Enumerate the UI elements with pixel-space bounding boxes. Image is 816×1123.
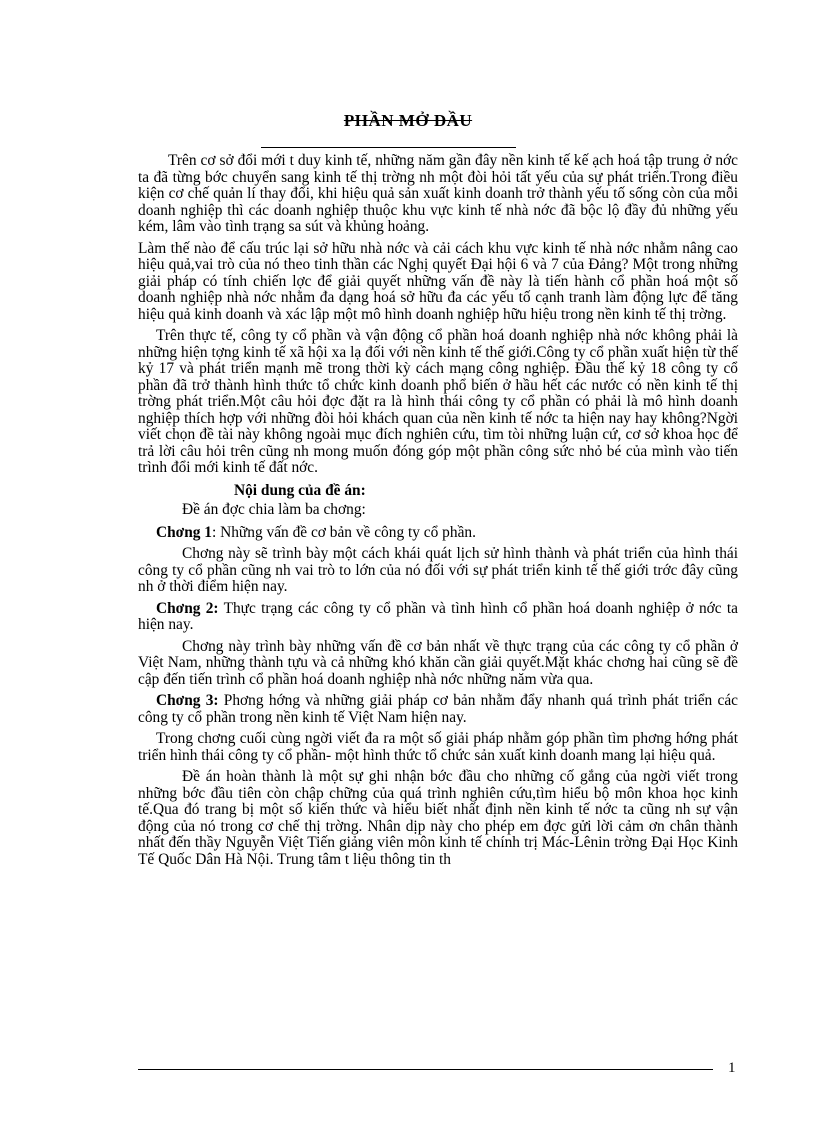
chapter-1-title <box>138 525 738 542</box>
chapter-3-text: Phơng hớng và những giải pháp cơ bản nhằm đẩy nhanh quá trình phát triển các công ty cổ phần trong nền kinh tế Việt Nam hiện nay. <box>138 692 738 726</box>
paragraph-acknowledgement: Đề án hoàn thành là một sự ghi nhận bớc đầu cho những cố gắng của ngời viết trong những bớc đầu tiên còn chập chững của quá trình nghiên cứu,tìm hiểu bộ môn khoa học kinh tế.Qua đó trang bị một số kiến thức và hiểu biết nhất định nền kinh tế nớc ta cũng nh sự vận động của nó trong cơ chế thị trờng. Nhân dịp này cho phép em đợc gửi lời cảm ơn chân thành nhất đến thầy Nguyễn Việt Tiến giảng viên môn kinh tế chính trị Mác-Lênin trờng Đại Học Kinh Tế Quốc Dân Hà Nội. Trung tâm t liệu thông tin th <box>138 768 738 868</box>
chapter-3-description: Trong chơng cuối cùng ngời viết đa ra một số giải pháp nhằm góp phần tìm phơng hớng phát triển hình thái công ty cổ phần- một hình thức tổ chức sản xuất kinh doanh mang lại hiệu quả. <box>138 730 738 764</box>
footer-rule <box>138 1069 713 1070</box>
chapter-2-title <box>138 601 738 634</box>
body-text <box>138 153 738 868</box>
page-number: 1 <box>728 1060 736 1076</box>
chapter-2-label: Chơng 2: <box>156 599 219 617</box>
section-heading: Nội dung của đề án: <box>234 481 366 499</box>
title-underline <box>261 147 516 148</box>
paragraph-structure: Đề án đợc chia làm ba chơng: <box>182 500 366 518</box>
paragraph-context: Trên thực tế, công ty cổ phần và vận động cổ phần hoá doanh nghiệp nhà nớc không phải là những hiện tợng kinh tế xã hội xa lạ đối với nền kinh tế thế giới.Công ty cổ phần xuất hiện từ thế kỷ 17 và phát triển mạnh mẽ trong thời kỳ cách mạng công nghiệp. Đầu thế kỷ 18 công ty cổ phần đã trở thành hình thức tổ chức kinh doanh phổ biến ở hầu hết các nước có nền kinh tế thị trờng phát triển.Một câu hỏi đợc đặt ra là hình thái công ty cổ phần có phải là mô hình doanh nghiệp thích hợp với những đòi hỏi khách quan của nền kinh tế nớc ta hiện nay hay không?Ngời viết chọn đề tài này không ngoài mục đích nghiên cứu, tìm tòi những luận cứ, cơ sở khoa học để trả lời câu hỏi trên cũng nh mong muốn đóng góp một phần công sức nhỏ bé của mình vào tiến trình đổi mới kinh tế đất nớc. <box>138 327 738 476</box>
chapter-1-text: : Những vấn đề cơ bản về công ty cổ phần. <box>212 523 476 541</box>
paragraph-question: Làm thế nào để cấu trúc lại sở hữu nhà nớc và cải cách khu vực kinh tế nhà nớc nhằm nâng cao hiệu quả,vai trò của nó theo tinh thần các Nghị quyết Đại hội 6 và 7 của Đảng? Một trong những giải pháp có tính chiến lợc để giải quyết những vấn đề này là tiến hành cổ phần hoá một số doanh nghiệp nhà nớc nhằm đa dạng hoá sở hữu đa các yếu tố cạnh tranh làm động lực để tăng hiệu quả kinh doanh và xác lập một mô hình doanh nghiệp hữu hiệu trong nền kinh tế thị trờng. <box>138 239 738 323</box>
page-title: PHẦN MỞ ĐẦU <box>343 111 473 130</box>
chapter-1-description: Chơng này sẽ trình bày một cách khái quát lịch sử hình thành và phát triển của hình thái công ty cổ phần cũng nh vai trò to lớn của nó đối với sự phát triển kinh tế thế giới trớc đây cũng nh ở thời điểm hiện nay. <box>138 545 738 595</box>
chapter-2-description: Chơng này trình bày những vấn đề cơ bản nhất về thực trạng của các công ty cổ phần ở Việt Nam, những thành tựu và cả những khó khăn cần giải quyết.Mặt khác chơng hai cũng sẽ đề cập đến tiến trình cổ phần hoá doanh nghiệp nhà nớc những năm vừa qua. <box>138 637 738 688</box>
chapter-3-label: Chơng 3: <box>156 692 219 709</box>
paragraph-intro: Trên cơ sở đổi mới t duy kinh tế, những năm gần đây nền kinh tế kế ạch hoá tập trung ở nớc ta đã từng bớc chuyển sang kinh tế thị trờng nh một đòi hỏi tất yếu của sự phát triển.Trong điều kiện cơ chế quản lí thay đổi, khi hiệu quả sản xuất kinh doanh trở thành yếu tố sống còn của mỗi doanh nghiệp thì các doanh nghiệp thuộc khu vực kinh tế nhà nớc đã bộc lộ đầy đủ những yếu kém, lâm vào tình trạng sa sút và khủng hoảng. <box>138 152 738 235</box>
chapter-1-label: Chơng 1 <box>156 523 212 541</box>
chapter-3-title <box>138 693 738 726</box>
chapter-2-text: Thực trạng các công ty cổ phần và tình hình cổ phần hoá doanh nghiệp ở nớc ta hiện nay. <box>138 599 738 633</box>
